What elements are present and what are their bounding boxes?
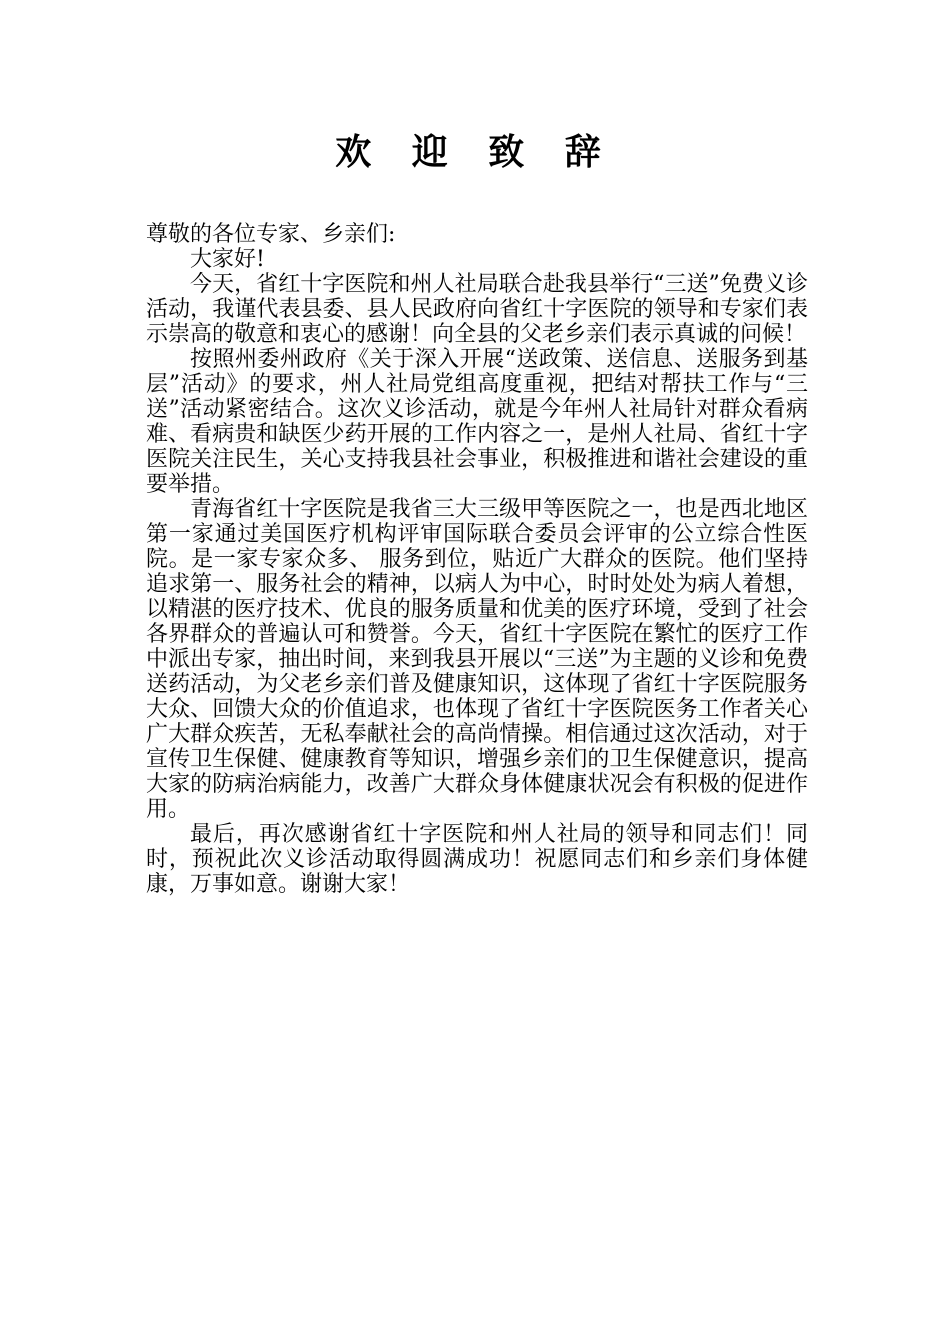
salutation: 尊敬的各位专家、乡亲们: — [146, 222, 396, 247]
paragraph-2: 按照州委州政府《关于深入开展“送政策、送信息、送服务到基层”活动》的要求，州人社局党组高度重视，把结对帮扶工作与“三送”活动紧密结合。这次义诊活动，就是今年州人社局针对群众看病难、看病贵和缺医少药开展的工作内容之一，是州人社局、省红十字医院关注民生，关心支持我县社会事业，积极推进和谐社会建设的重要举措。 — [146, 347, 808, 497]
greeting: 大家好! — [190, 247, 265, 272]
document-title: 欢 迎 致 辞 — [335, 131, 615, 173]
paragraph-3: 青海省红十字医院是我省三大三级甲等医院之一，也是西北地区第一家通过美国医疗机构评审国际联合委员会评审的公立综合性医院。是一家专家众多、 服务到位，贴近广大群众的医院。他们坚持追求第一、服务社会的精神，以病人为中心，时时处处为病人着想，以精湛的医疗技术、优良的服务质量和优美的医疗环境，受到了社会各界群众的普遍认可和赞誉。今天，省红十字医院在繁忙的医疗工作中派出专家，抽出时间，来到我县开展以“三送”为主题的义诊和免费送药活动，为父老乡亲们普及健康知识，这体现了省红十字医院服务大众、回馈大众的价值追求，也体现了省红十字医院医务工作者关心广大群众疾苦，无私奉献社会的高尚情操。相信通过这次活动，对于宣传卫生保健、健康教育等知识，增强乡亲们的卫生保健意识，提高大家的防病治病能力，改善广大群众身体健康状况会有积极的促进作用。 — [146, 497, 808, 822]
document-body — [146, 222, 808, 897]
paragraph-1: 今天，省红十字医院和州人社局联合赴我县举行“三送”免费义诊活动，我谨代表县委、县人民政府向省红十字医院的领导和专家们表示崇高的敬意和衷心的感谢！向全县的父老乡亲们表示真诚的问候！ — [146, 272, 808, 347]
paragraph-4: 最后，再次感谢省红十字医院和州人社局的领导和同志们！同时，预祝此次义诊活动取得圆满成功！祝愿同志们和乡亲们身体健康，万事如意。谢谢大家！ — [146, 822, 808, 897]
